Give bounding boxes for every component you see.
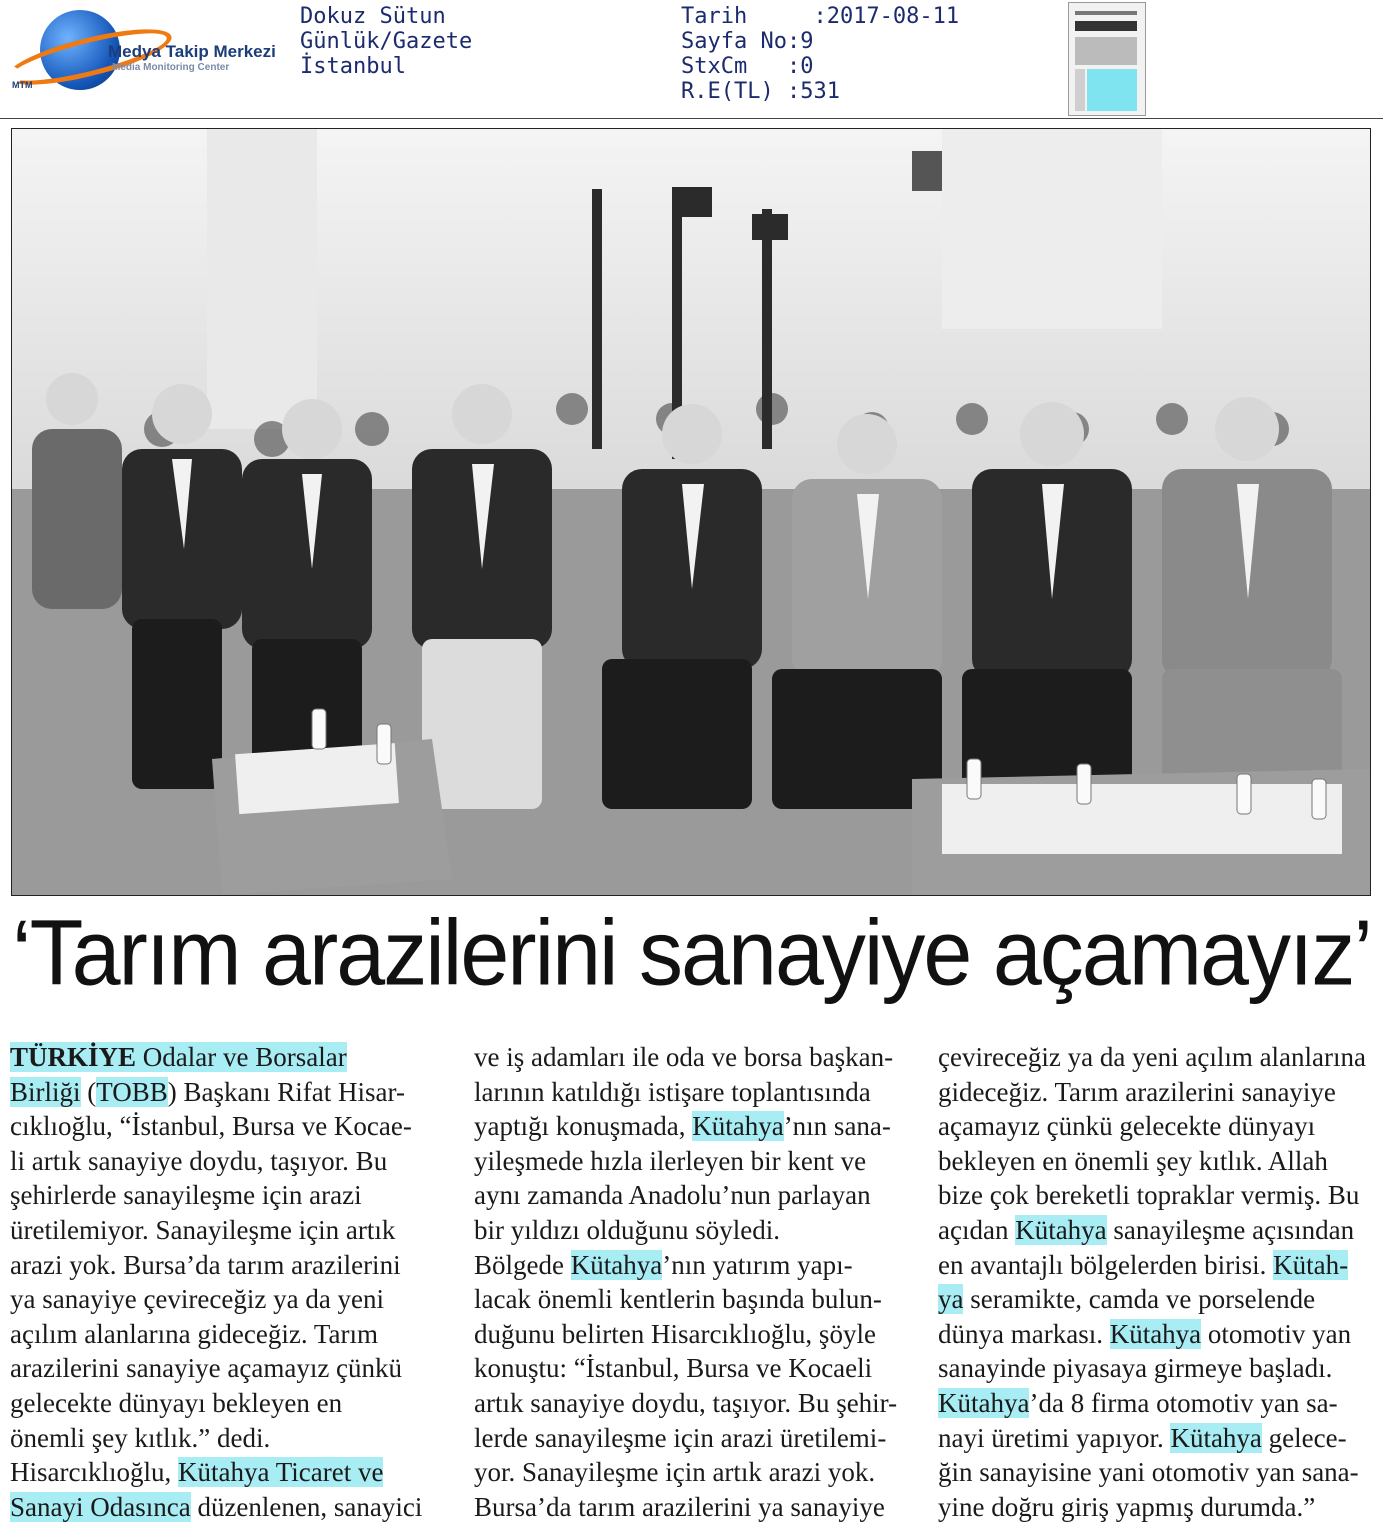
article-line — [474, 1421, 914, 1456]
page-thumbnail[interactable] — [1068, 2, 1146, 116]
text-segment: li artık sanayiye doydu, taşıyor. Bu — [10, 1145, 388, 1176]
text-segment: arazi yok. Bursa’da tarım arazilerini — [10, 1249, 401, 1280]
highlighted-keyword: Kütahya — [938, 1387, 1030, 1418]
article-line — [474, 1455, 914, 1490]
text-segment: ğin sanayisine yani otomotiv yan sana- — [938, 1457, 1359, 1488]
text-segment: açamayız çünkü gelecekte dünyayı — [938, 1111, 1316, 1142]
text-segment: larının katıldığı istişare toplantısında — [474, 1076, 871, 1107]
text-segment: en avantajlı bölgelerden birisi. — [938, 1249, 1274, 1280]
highlighted-keyword: Kütahya — [1170, 1422, 1262, 1453]
text-segment: arazilerini sanayiye açamayız çünkü — [10, 1353, 403, 1384]
text-segment: ’nın sana- — [783, 1111, 891, 1142]
mtm-logo — [4, 8, 304, 92]
article-line — [10, 1075, 460, 1110]
meta-row — [681, 79, 959, 104]
source-info — [300, 4, 472, 79]
article-line — [10, 1351, 460, 1386]
logo-name: Medya Takip Merkezi — [108, 42, 276, 61]
publication-name: Dokuz Sütun — [300, 4, 446, 29]
article-line — [10, 1421, 460, 1456]
clipping-header — [0, 0, 1383, 119]
article-column-3 — [938, 1040, 1370, 1524]
article-column-2 — [474, 1040, 914, 1524]
highlighted-keyword: Kütahya — [1109, 1318, 1202, 1349]
article-line — [938, 1455, 1370, 1490]
article-line — [10, 1040, 460, 1075]
text-segment: yine doğru giriş yapmış durumda.” — [938, 1491, 1316, 1522]
text-segment: Bölgede — [474, 1249, 571, 1280]
highlighted-keyword: Sanayi Odasınca — [10, 1491, 191, 1522]
article-line — [10, 1144, 460, 1179]
publication-city: İstanbul — [300, 54, 406, 79]
article-line — [938, 1248, 1370, 1283]
text-segment: yileşmede hızla ilerleyen bir kent ve — [474, 1145, 867, 1176]
text-segment: seramikte, camda ve porselende — [963, 1284, 1316, 1315]
article-line — [474, 1282, 914, 1317]
article-line — [10, 1282, 460, 1317]
highlighted-keyword: TOBB — [96, 1076, 168, 1107]
highlighted-keyword: ya — [938, 1284, 964, 1315]
text-segment: gideceğiz. Tarım arazilerini sanayiye — [938, 1076, 1336, 1107]
meta-value: :9 — [786, 29, 814, 54]
article-line — [938, 1075, 1370, 1110]
article-line — [10, 1178, 460, 1213]
text-segment: Hisarcıklıoğlu, — [10, 1457, 178, 1488]
article-line — [938, 1144, 1370, 1179]
highlighted-keyword: Birliği — [10, 1076, 81, 1107]
publication-type: Günlük/Gazete — [300, 29, 473, 54]
article-line — [938, 1109, 1370, 1144]
meta-row — [681, 54, 959, 79]
text-segment: Bursa’da tarım arazilerini ya sanayiye — [474, 1491, 885, 1522]
text-segment: dünya markası. — [938, 1318, 1110, 1349]
article-line — [474, 1248, 914, 1283]
article-line — [474, 1075, 914, 1110]
text-segment: ) Başkanı Rifat Hisar- — [167, 1076, 405, 1107]
article-line — [938, 1213, 1370, 1248]
text-segment: bekleyen en önemli şey kıtlık. Allah — [938, 1145, 1328, 1176]
article-line — [10, 1455, 460, 1490]
article-line — [10, 1109, 460, 1144]
text-segment: yaptığı konuşmada, — [474, 1111, 693, 1142]
text-segment: duğunu belirten Hisarcıklıoğlu, şöyle — [474, 1318, 876, 1349]
text-segment: önemli şey kıtlık.” dedi. — [10, 1422, 271, 1453]
article-line — [938, 1351, 1370, 1386]
article-line — [474, 1109, 914, 1144]
text-segment: çevireceğiz ya da yeni açılım alanlarına — [938, 1042, 1367, 1072]
article-line — [474, 1178, 914, 1213]
highlighted-keyword: Kütahya — [1015, 1214, 1107, 1245]
meta-label: Sayfa No — [681, 29, 787, 54]
text-segment: düzenlenen, sanayici — [190, 1491, 423, 1522]
logo-subtitle: Media Monitoring Center — [112, 62, 230, 73]
text-segment: lacak önemli kentlerin başında bulun- — [474, 1284, 882, 1315]
article-line — [474, 1213, 914, 1248]
text-segment: ( — [80, 1076, 97, 1107]
text-segment: bize çok bereketli topraklar vermiş. Bu — [938, 1180, 1360, 1211]
text-segment: ve iş adamları ile oda ve borsa başkan- — [474, 1042, 894, 1072]
article-line — [474, 1386, 914, 1421]
highlighted-keyword: Kütahya — [692, 1111, 784, 1142]
article-line — [938, 1282, 1370, 1317]
text-segment: açıdan — [938, 1214, 1016, 1245]
article-line — [10, 1386, 460, 1421]
clipping-meta — [681, 4, 959, 104]
text-segment: cıklıoğlu, “İstanbul, Bursa ve Kocae- — [10, 1111, 412, 1142]
text-segment: konuştu: “İstanbul, Bursa ve Kocaeli — [474, 1353, 873, 1384]
text-segment: otomotiv yan — [1201, 1318, 1352, 1349]
article-line — [10, 1248, 460, 1283]
text-segment: gelece- — [1261, 1422, 1347, 1453]
meta-value: :531 — [786, 79, 840, 104]
article-line — [474, 1040, 914, 1075]
text-segment: ’nın yatırım yapı- — [662, 1249, 853, 1280]
article-line — [10, 1317, 460, 1352]
article-line — [474, 1317, 914, 1352]
text-segment: sanayinde piyasaya girmeye başladı. — [938, 1353, 1333, 1384]
article-line — [474, 1490, 914, 1525]
text-segment: ’da 8 firma otomotiv yan sa- — [1029, 1387, 1338, 1418]
article-line — [938, 1317, 1370, 1352]
highlighted-keyword: TÜRKİYE — [10, 1042, 137, 1072]
text-segment: artık sanayiye doydu, taşıyor. Bu şehir- — [474, 1387, 898, 1418]
highlighted-keyword: Kütahya — [570, 1249, 663, 1280]
article-line — [474, 1144, 914, 1179]
highlighted-keyword: Kütahya Ticaret ve — [177, 1457, 384, 1488]
article-line — [10, 1213, 460, 1248]
logo-abbr: MTM — [12, 80, 33, 90]
meta-row — [681, 4, 959, 29]
article-line — [938, 1040, 1370, 1075]
news-photo — [11, 128, 1371, 896]
text-segment: ya sanayiye çevireceğiz ya da yeni — [10, 1284, 385, 1315]
text-segment: yor. Sanayileşme için artık arazi yok. — [474, 1457, 876, 1488]
text-segment: açılım alanlarına gideceğiz. Tarım — [10, 1318, 378, 1349]
text-segment: gelecekte dünyayı bekleyen en — [10, 1387, 343, 1418]
text-segment: bir yıldızı olduğunu söyledi. — [474, 1214, 780, 1245]
text-segment: aynı zamanda Anadolu’nun parlayan — [474, 1180, 871, 1211]
text-segment: şehirlerde sanayileşme için arazi — [10, 1180, 362, 1211]
text-segment: nayi üretimi yapıyor. — [938, 1422, 1171, 1453]
meta-row — [681, 29, 959, 54]
article-line — [938, 1490, 1370, 1525]
article-line — [474, 1351, 914, 1386]
article-line — [938, 1178, 1370, 1213]
meta-label: Tarih — [681, 4, 814, 29]
article-line — [938, 1386, 1370, 1421]
meta-label: StxCm — [681, 54, 787, 79]
article-line — [10, 1490, 460, 1525]
article-column-1 — [10, 1040, 460, 1524]
meta-value: :0 — [786, 54, 814, 79]
article-line — [938, 1421, 1370, 1456]
highlighted-keyword: Kütah- — [1273, 1249, 1349, 1280]
meta-value: :2017-08-11 — [813, 4, 960, 29]
text-segment: sanayileşme açısından — [1106, 1214, 1355, 1245]
text-segment: lerde sanayileşme için arazi üretilemi- — [474, 1422, 887, 1453]
highlighted-keyword: Odalar ve Borsalar — [136, 1042, 347, 1072]
text-segment: üretilemiyor. Sanayileşme için artık — [10, 1214, 396, 1245]
meta-label: R.E(TL) — [681, 79, 787, 104]
audience-photo-illustration — [12, 129, 1370, 895]
article-headline: ‘Tarım arazilerini sanayiye açamayız’ — [12, 900, 1371, 1005]
